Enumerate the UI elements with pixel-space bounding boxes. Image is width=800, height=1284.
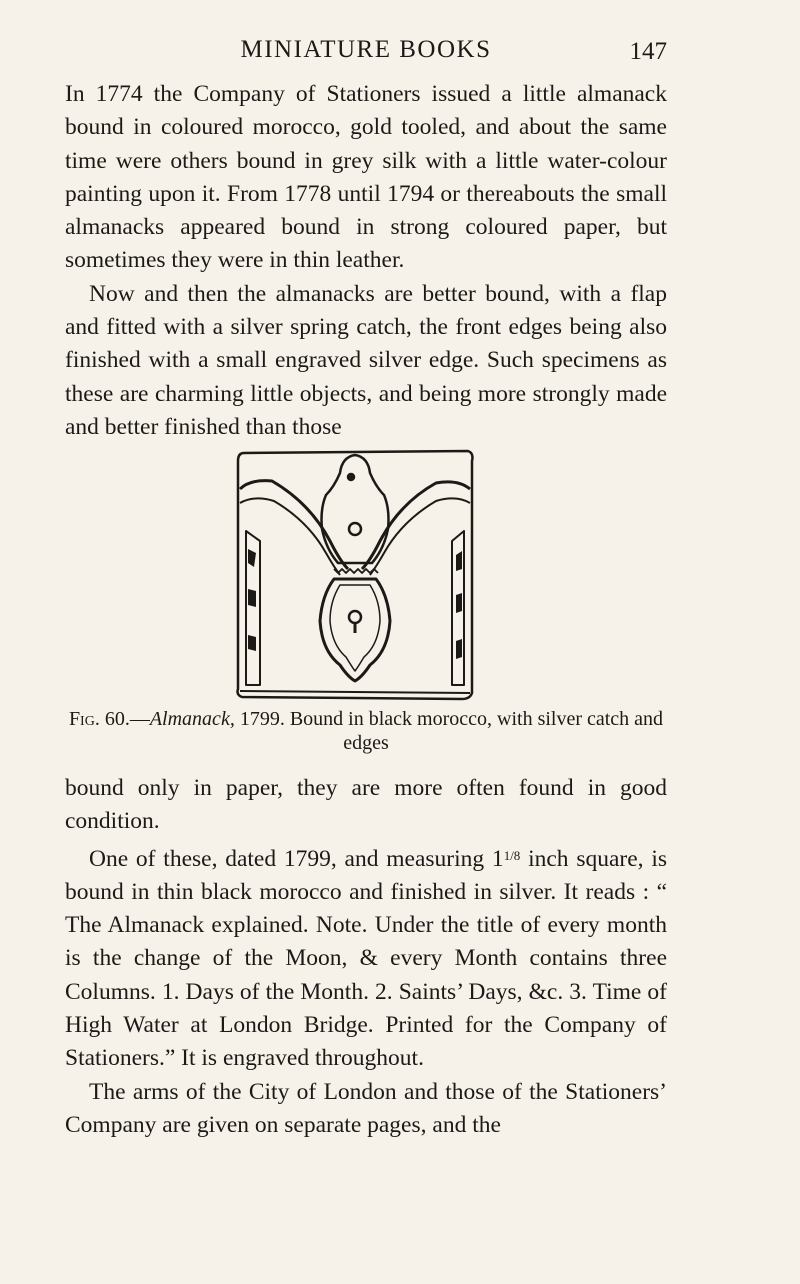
figure-caption-text: 1799. Bound in black morocco, with silver catch and edges	[239, 708, 664, 754]
almanack-drawing	[230, 445, 480, 705]
running-title: MINIATURE BOOKS	[240, 36, 492, 63]
paragraph: The arms of the City of London and those of the Stationers’ Company are given on separate pages, and the	[65, 1078, 667, 1138]
paragraph	[65, 839, 667, 1076]
running-head	[65, 32, 667, 72]
paragraph: In 1774 the Company of Stationers issued a little almanack bound in coloured morocco, gold tooled, and about the same time were others bound in grey silk with a little water-colour painting upon it. From 1778 until 1794 or thereabouts the small almanacks appeared bound in strong coloured paper, but sometimes they were in thin leather.	[65, 81, 667, 274]
figure-title: Almanack,	[149, 708, 235, 730]
text-block-top	[65, 78, 667, 444]
paragraph-start: One of these, dated 1799, and measuring 1	[89, 845, 504, 872]
fraction: 1/8	[503, 847, 521, 863]
paragraph-rest: inch square, is bound in thin black morocco and finished in silver. It reads : “ The Almanack explained. Note. Under the title of every month is the change of the Moon, & every Month contains three Columns. 1. Days of the Month. 2. Saints’ Days, &c. 3. Time of High Water at London Bridge. Printed for the Company of Stationers.” It is engraved throughout.	[65, 845, 667, 1072]
text-block-bottom	[65, 772, 667, 1142]
figure-label: Fig. 60.	[68, 708, 130, 730]
almanack-illustration	[230, 445, 480, 705]
page-number: 147	[629, 38, 667, 65]
figure-caption: Fig. 60.—Almanack, 1799. Bound in black morocco, with silver catch and edges	[68, 708, 664, 754]
paragraph: Now and then the almanacks are better bound, with a flap and fitted with a silver spring catch, the front edges being also finished with a small engraved silver edge. Such specimens as these are charming little objects, and being more strongly made and better finished than those	[65, 280, 667, 440]
paragraph: bound only in paper, they are more often found in good condition.	[65, 775, 667, 835]
